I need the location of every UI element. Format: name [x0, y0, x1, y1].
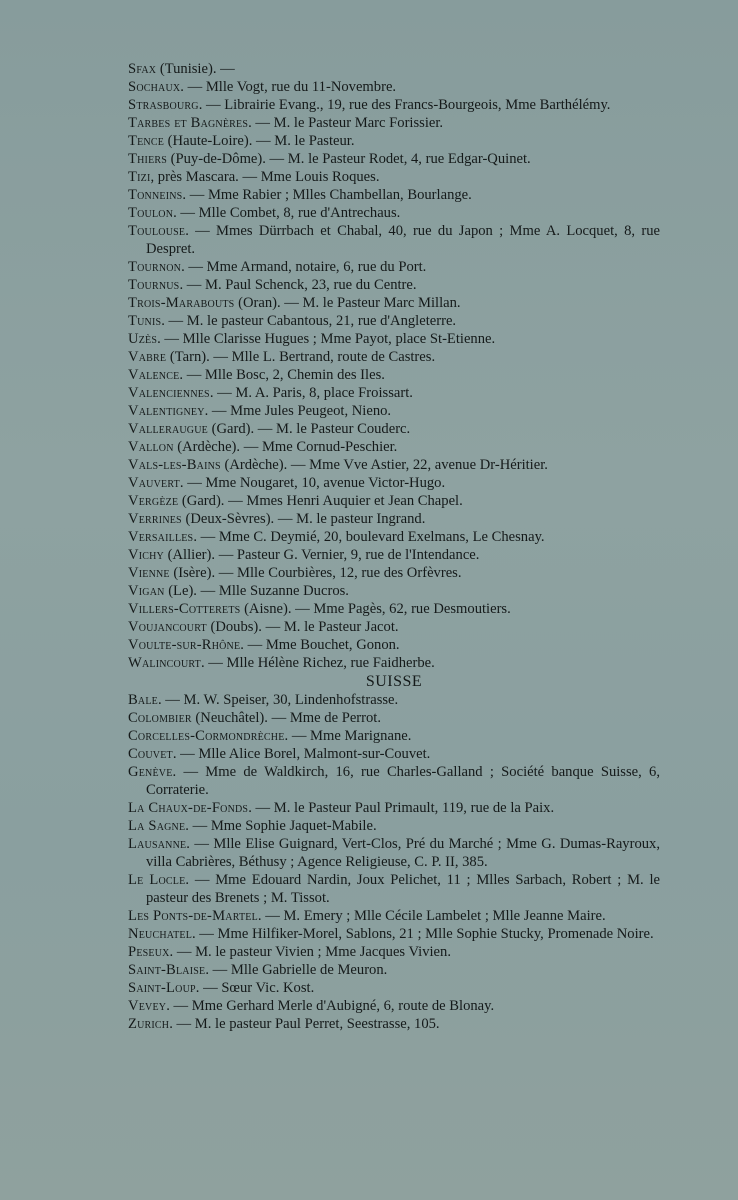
entry-place: Corcelles-Cormondrèche	[128, 728, 285, 744]
directory-entry	[128, 186, 660, 204]
entry-place: Voujancourt	[128, 619, 207, 635]
entry-details: . — Mme Jules Peugeot, Nieno.	[204, 403, 392, 419]
directory-entry	[128, 763, 660, 799]
directory-entry	[128, 420, 660, 438]
directory-entry	[128, 691, 660, 709]
entry-details: . — Librairie Evang., 19, rue des Francs-Bourgeois, Mme Barthélémy.	[198, 97, 611, 113]
entry-place: Tournon	[128, 259, 182, 275]
directory-entry	[128, 871, 660, 907]
entry-place: Couvet	[128, 746, 173, 762]
entry-details: (Haute-Loire). — M. le Pasteur.	[164, 133, 355, 149]
entry-details: (Isère). — Mlle Courbières, 12, rue des Orfèvres.	[169, 565, 462, 581]
entry-details: (Gard). — M. le Pasteur Couderc.	[207, 421, 411, 437]
entry-place: Sfax	[128, 61, 157, 77]
entry-place: Valleraugue	[128, 421, 208, 437]
entry-details: . — M. le pasteur Paul Perret, Seestrasse, 105.	[169, 1016, 440, 1032]
entry-place: Verrines	[128, 511, 182, 527]
directory-entry	[128, 78, 660, 96]
directory-entry	[128, 546, 660, 564]
suisse-entries	[128, 691, 660, 1033]
directory-entry	[128, 799, 660, 817]
directory-entry	[128, 150, 660, 168]
entry-place: Versailles	[128, 529, 194, 545]
entry-place: Vigan	[128, 583, 165, 599]
section-heading-suisse: SUISSE	[365, 673, 423, 690]
directory-entry	[128, 438, 660, 456]
entry-details: . — Mme Marignane.	[284, 728, 412, 744]
entry-place: Walincourt	[128, 655, 201, 671]
entry-details: (Puy-de-Dôme). — M. le Pasteur Rodet, 4, rue Edgar-Quinet.	[167, 151, 531, 167]
france-entries	[128, 60, 660, 672]
entry-details: . — Mme Nougaret, 10, avenue Victor-Hugo.	[179, 475, 446, 491]
entry-place: Le Locle	[128, 872, 186, 888]
entry-place: Thiers	[128, 151, 168, 167]
entry-place: Tonneins	[128, 187, 183, 203]
entry-place: Trois-Marabouts	[128, 295, 235, 311]
entry-place: Strasbourg	[128, 97, 199, 113]
directory-entry	[128, 384, 660, 402]
entry-place: Bale	[128, 692, 158, 708]
entry-details: (Tunisie). —	[156, 61, 235, 77]
entry-place: Tizi	[128, 169, 151, 185]
entry-place: Toulon	[128, 205, 174, 221]
directory-entry	[128, 582, 660, 600]
entry-details: (Deux-Sèvres). — M. le pasteur Ingrand.	[181, 511, 426, 527]
directory-entry	[128, 294, 660, 312]
directory-entry	[128, 600, 660, 618]
entry-details: . — Mme de Waldkirch, 16, rue Charles-Galland ; Société banque Suisse, 6, Corraterie.	[146, 764, 660, 798]
directory-entry	[128, 654, 660, 672]
entry-details: (Gard). — Mmes Henri Auquier et Jean Chapel.	[178, 493, 463, 509]
entry-details: . — M. le Pasteur Paul Primault, 119, rue de la Paix.	[248, 800, 555, 816]
directory-entry	[128, 510, 660, 528]
directory-entry	[128, 943, 660, 961]
entry-place: Vienne	[128, 565, 170, 581]
entry-details: . — M. le pasteur Cabantous, 21, rue d'Angleterre.	[161, 313, 457, 329]
entry-details: (Neuchâtel). — Mme de Perrot.	[191, 710, 382, 726]
entry-place: Tournus	[128, 277, 180, 293]
directory-entry	[128, 564, 660, 582]
directory-entry	[128, 492, 660, 510]
entry-place: La Sagne	[128, 818, 186, 834]
directory-entry	[128, 1015, 660, 1033]
directory-entry	[128, 222, 660, 258]
directory-entry	[128, 745, 660, 763]
entry-place: Lausanne	[128, 836, 187, 852]
directory-entry	[128, 709, 660, 727]
directory-entry	[128, 456, 660, 474]
directory-entry	[128, 817, 660, 835]
directory-entry	[128, 961, 660, 979]
directory-entry	[128, 60, 660, 78]
entry-details: (Allier). — Pasteur G. Vernier, 9, rue de l'Intendance.	[163, 547, 480, 563]
entry-place: Uzès	[128, 331, 158, 347]
entry-details: . — Mlle Alice Borel, Malmont-sur-Couvet.	[172, 746, 431, 762]
entry-details: . — Mlle Combet, 8, rue d'Antrechaus.	[173, 205, 401, 221]
entry-details: (Ardèche). — Mme Cornud-Peschier.	[173, 439, 398, 455]
entry-details: . — Mlle Hélène Richez, rue Faidherbe.	[200, 655, 435, 671]
entry-place: Vichy	[128, 547, 164, 563]
entry-details: . — M. A. Paris, 8, place Froissart.	[209, 385, 413, 401]
entry-details: . — Mme Hilfiker-Morel, Sablons, 21 ; Mlle Sophie Stucky, Promenade Noire.	[192, 926, 654, 942]
directory-entry	[128, 132, 660, 150]
entry-details: . — Sœur Vic. Kost.	[195, 980, 315, 996]
entry-place: Valence	[128, 367, 180, 383]
directory-entry	[128, 997, 660, 1015]
directory-entry	[128, 727, 660, 745]
entry-details: . — Mme Armand, notaire, 6, rue du Port.	[181, 259, 427, 275]
directory-entry	[128, 330, 660, 348]
directory-entry	[128, 114, 660, 132]
entry-details: . — M. W. Speiser, 30, Lindenhofstrasse.	[157, 692, 399, 708]
directory-entry	[128, 96, 660, 114]
entry-place: Les Ponts-de-Martel	[128, 908, 258, 924]
entry-details: , près Mascara. — Mme Louis Roques.	[150, 169, 380, 185]
entry-details: . — Mme Edouard Nardin, Joux Pelichet, 11 ; Mlles Sarbach, Robert ; M. le pasteur des Brenets ; M. Tissot.	[146, 872, 660, 906]
directory-entry	[128, 204, 660, 222]
entry-place: Tence	[128, 133, 165, 149]
directory-entry	[128, 835, 660, 871]
entry-details: . — Mlle Vogt, rue du 11-Novembre.	[180, 79, 397, 95]
entry-place: Saint-Blaise	[128, 962, 206, 978]
entry-place: Sochaux	[128, 79, 181, 95]
entry-place: Toulouse	[128, 223, 186, 239]
entry-place: La Chaux-de-Fonds	[128, 800, 249, 816]
directory-entry	[128, 258, 660, 276]
directory-entry	[128, 366, 660, 384]
directory-list	[128, 60, 660, 1033]
entry-place: Tunis	[128, 313, 162, 329]
entry-details: . — Mme Rabier ; Mlles Chambellan, Bourlange.	[182, 187, 472, 203]
directory-entry	[128, 402, 660, 420]
entry-place: Saint-Loup	[128, 980, 196, 996]
entry-details: . — Mlle Clarisse Hugues ; Mme Payot, place St-Etienne.	[157, 331, 496, 347]
entry-details: . — Mlle Elise Guignard, Vert-Clos, Pré du Marché ; Mme G. Dumas-Rayroux, villa Cabrières, Béthusy ; Agence Religieuse, C. P. II, 385.	[146, 836, 660, 870]
entry-place: Valentigney	[128, 403, 205, 419]
directory-entry	[128, 312, 660, 330]
entry-details: . — M. Paul Schenck, 23, rue du Centre.	[179, 277, 417, 293]
directory-entry	[128, 276, 660, 294]
entry-place: Peseux	[128, 944, 170, 960]
entry-place: Colombier	[128, 710, 192, 726]
entry-place: Vergèze	[128, 493, 179, 509]
entry-place: Vals-les-Bains	[128, 457, 221, 473]
entry-details: . — Mme Gerhard Merle d'Aubigné, 6, route de Blonay.	[166, 998, 495, 1014]
entry-details: (Aisne). — Mme Pagès, 62, rue Desmoutiers.	[240, 601, 511, 617]
entry-place: Voulte-sur-Rhône	[128, 637, 241, 653]
entry-details: . — Mlle Gabrielle de Meuron.	[205, 962, 388, 978]
directory-entry	[128, 528, 660, 546]
entry-details: . — Mlle Bosc, 2, Chemin des Iles.	[179, 367, 385, 383]
entry-place: Genève	[128, 764, 173, 780]
entry-place: Vallon	[128, 439, 174, 455]
entry-details: (Oran). — M. le Pasteur Marc Millan.	[234, 295, 461, 311]
entry-details: . — Mme Sophie Jaquet-Mabile.	[185, 818, 377, 834]
directory-entry	[128, 618, 660, 636]
entry-details: . — Mmes Dürrbach et Chabal, 40, rue du Japon ; Mme A. Locquet, 8, rue Despret.	[146, 223, 660, 257]
directory-entry	[128, 348, 660, 366]
entry-place: Vabre	[128, 349, 167, 365]
entry-details: (Tarn). — Mlle L. Bertrand, route de Castres.	[166, 349, 436, 365]
entry-details: . — M. le pasteur Vivien ; Mme Jacques Vivien.	[169, 944, 451, 960]
directory-entry	[128, 168, 660, 186]
entry-place: Tarbes et Bagnères	[128, 115, 249, 131]
entry-place: Neuchatel	[128, 926, 192, 942]
directory-entry	[128, 925, 660, 943]
entry-details: . — M. Emery ; Mlle Cécile Lambelet ; Mlle Jeanne Maire.	[257, 908, 606, 924]
entry-details: . — M. le Pasteur Marc Forissier.	[248, 115, 444, 131]
entry-place: Zurich	[128, 1016, 170, 1032]
entry-place: Vauvert	[128, 475, 180, 491]
entry-place: Vevey	[128, 998, 167, 1014]
entry-details: (Le). — Mlle Suzanne Ducros.	[164, 583, 349, 599]
entry-details: (Ardèche). — Mme Vve Astier, 22, avenue Dr-Héritier.	[220, 457, 548, 473]
entry-details: . — Mme Bouchet, Gonon.	[240, 637, 400, 653]
entry-details: (Doubs). — M. le Pasteur Jacot.	[206, 619, 399, 635]
directory-entry	[128, 979, 660, 997]
directory-entry	[128, 636, 660, 654]
entry-place: Valenciennes	[128, 385, 210, 401]
directory-entry	[128, 474, 660, 492]
directory-entry	[128, 907, 660, 925]
entry-place: Villers-Cotterets	[128, 601, 241, 617]
entry-details: . — Mme C. Deymié, 20, boulevard Exelmans, Le Chesnay.	[193, 529, 545, 545]
